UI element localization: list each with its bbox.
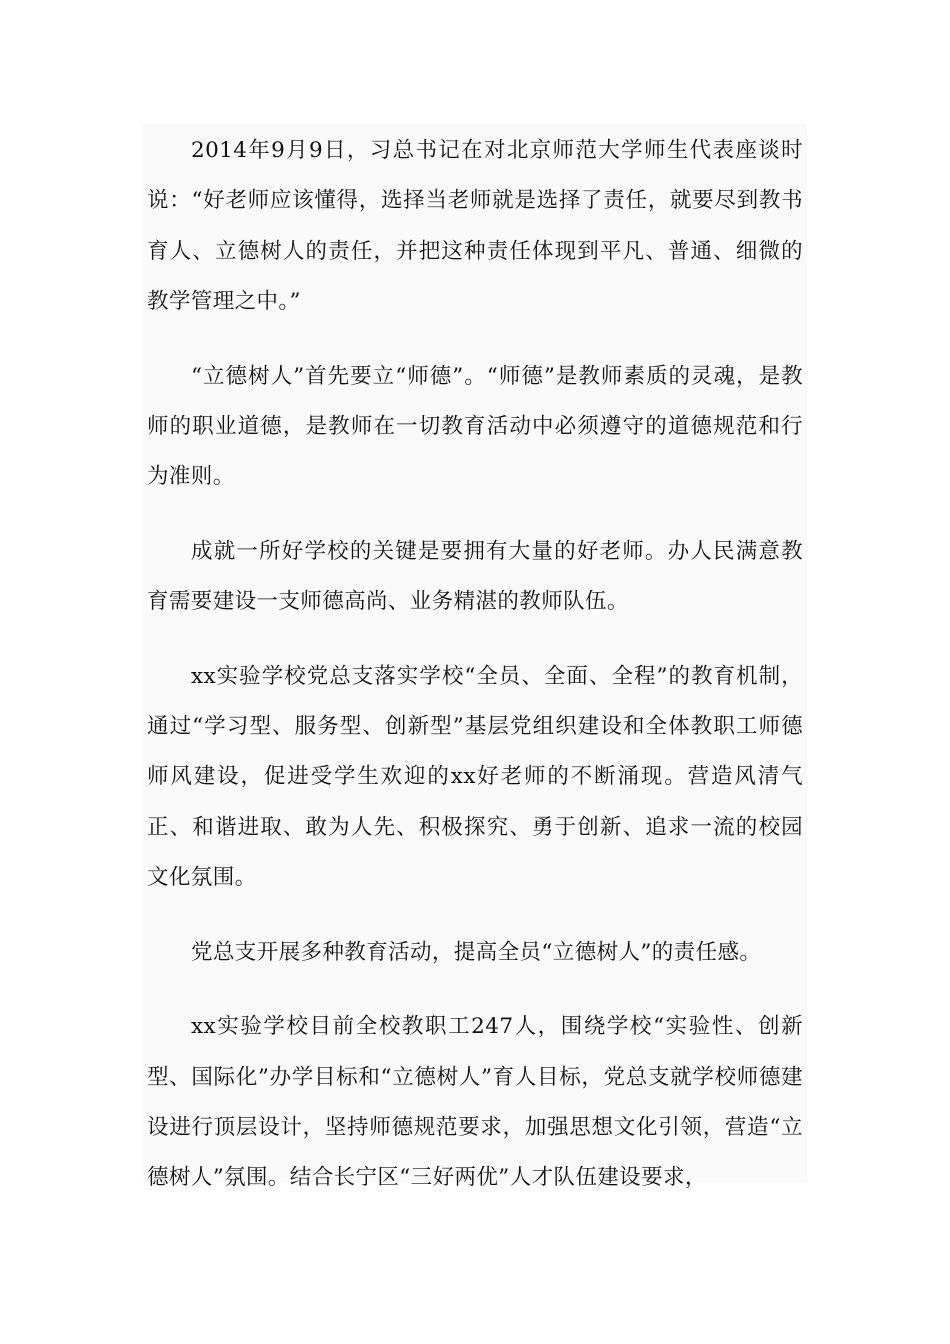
document-text-block <box>143 124 807 1191</box>
paragraph-5: 党总支开展多种教育活动，提高全员“立德树人”的责任感。 <box>191 939 762 965</box>
paragraph-1: 2014年9月9日，习总书记在对北京师范大学师生代表座谈时说：“好老师应该懂得，选择当老师就是选择了责任，就要尽到教书育人、立德树人的责任，并把这种责任体现到平凡、普通、细微的教学管理之中。” <box>147 138 803 315</box>
paragraph-4: xx实验学校党总支落实学校“全员、全面、全程”的教育机制，通过“学习型、服务型、创新型”基层党组织建设和全体教职工师德师风建设，促进受学生欢迎的xx好老师的不断涌现。营造风清气正、和谐进取、敢为人先、积极探究、勇于创新、追求一流的校园文化氛围。 <box>147 663 803 891</box>
paragraph-6: xx实验学校目前全校教职工247人，围绕学校“实验性、创新型、国际化”办学目标和“立德树人”育人目标，党总支就学校师德建设进行顶层设计，坚持师德规范要求，加强思想文化引领，营造“立德树人”氛围。结合长宁区“三好两优”人才队伍建设要求， <box>147 1014 803 1191</box>
paragraph-3: 成就一所好学校的关键是要拥有大量的好老师。办人民满意教育需要建设一支师德高尚、业务精湛的教师队伍。 <box>147 538 803 615</box>
paragraph-2: “立德树人”首先要立“师德”。“师德”是教师素质的灵魂，是教师的职业道德，是教师在一切教育活动中必须遵守的道德规范和行为准则。 <box>147 363 803 490</box>
